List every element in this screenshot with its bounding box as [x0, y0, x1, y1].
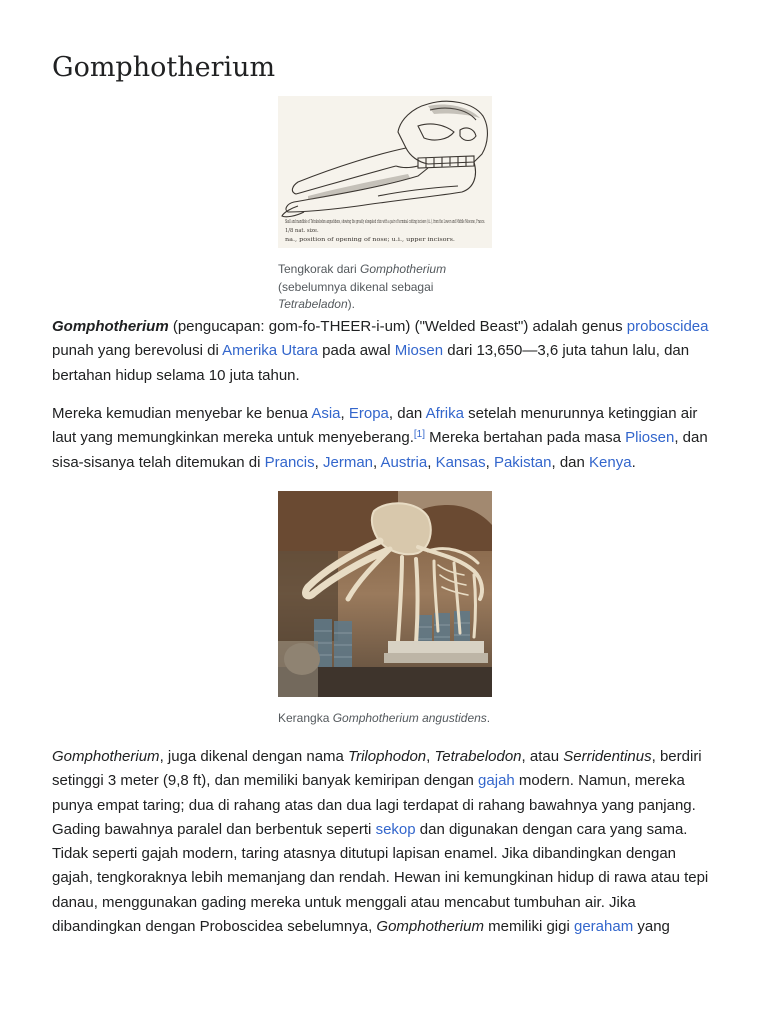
text: , — [373, 453, 381, 471]
text: , atau — [521, 748, 564, 765]
link-sekop[interactable]: sekop — [375, 820, 416, 838]
page-title: Gomphotherium — [52, 52, 276, 83]
term-italic: Tetrabelodon — [434, 748, 522, 765]
text: , — [427, 453, 436, 471]
text: dan digunakan dengan cara yang sama. Tidak seperti gajah modern, taring atasnya ditutupi lapisan enamel. Jika dibandingkan dengan gajah, tengkoraknya lebih memanjang dan rendah. Hewan ini kemungkinan hidup di rawa atau tepi danau, menggunakan gading mereka untuk menggali atau mencabut tumbuhan air. Jika dibandingkan dengan Proboscidea sebelumnya, — [52, 820, 709, 936]
paragraph-distribution — [52, 402, 716, 475]
link-austria[interactable]: Austria — [380, 453, 428, 471]
text: . — [631, 453, 636, 471]
skeleton-photo-icon — [278, 491, 492, 697]
text: , — [485, 453, 494, 471]
link-miosen[interactable]: Miosen — [394, 342, 444, 360]
skull-engraving-image[interactable] — [278, 96, 748, 253]
text: , — [340, 405, 349, 422]
link-eropa[interactable]: Eropa — [348, 405, 389, 422]
plate-caption-line-2: 1/8 nat. size. — [285, 228, 319, 234]
link-jerman[interactable]: Jerman — [322, 453, 374, 471]
text: (pengucapan: gom-fo-THEER-i-um) ("Welded Beast") adalah genus — [168, 318, 627, 335]
text: , dan sisa-sisanya telah ditemukan di — [52, 429, 708, 471]
plate-caption-line-3: na., position of opening of nose; u.i., upper incisors. — [285, 237, 456, 243]
term-italic: Gomphotherium — [52, 748, 160, 765]
link-asia[interactable]: Asia — [311, 405, 341, 422]
text: memiliki gigi — [483, 918, 574, 936]
caption-text: (sebelumnya dikenal sebagai — [278, 279, 434, 294]
caption-text: Tengkorak dari — [278, 262, 361, 276]
text: dari 13,650—3,6 juta tahun lalu, dan bertahan hidup selama 10 juta tahun. — [52, 342, 690, 384]
text: modern. Namun, mereka punya empat taring; dua di rahang atas dan dua lagi terdapat di rahang bawahnya yang panjang. Gading bawahnya paralel dan berbentuk seperti — [52, 772, 696, 838]
text: punah yang berevolusi di — [52, 342, 223, 360]
link-prancis[interactable]: Prancis — [264, 453, 315, 471]
link-geraham[interactable]: geraham — [573, 918, 634, 936]
figure-skull — [278, 96, 748, 314]
caption-italic: Gomphotherium — [360, 262, 447, 276]
skeleton-photo-image[interactable] — [278, 491, 492, 702]
text: , dan — [388, 405, 426, 422]
figure-caption — [278, 710, 492, 728]
text: Mereka bertahan pada masa — [425, 429, 626, 447]
text: Mereka kemudian menyebar ke benua — [52, 405, 312, 422]
link-pakistan[interactable]: Pakistan — [493, 453, 552, 471]
text: setelah menurunnya ketinggian air laut yang memungkinkan mereka untuk menyeberang. — [52, 405, 698, 447]
text: , juga dikenal dengan nama — [159, 748, 349, 765]
link-proboscidea[interactable]: proboscidea — [626, 318, 709, 335]
figure-skeleton — [278, 491, 492, 728]
link-pliosen[interactable]: Pliosen — [625, 429, 675, 447]
caption-text: Kerangka — [278, 711, 333, 725]
text: yang — [633, 918, 670, 936]
text: , — [426, 748, 435, 765]
text: , — [314, 453, 323, 471]
link-gajah[interactable]: gajah — [478, 772, 515, 790]
paragraph-description — [52, 745, 716, 939]
link-kenya[interactable]: Kenya — [589, 453, 632, 471]
caption-italic: Gomphotherium angustidens — [332, 711, 487, 725]
link-kansas[interactable]: Kansas — [435, 453, 486, 471]
plate-caption-line-1: Skull and mandible of Tetrabelodon angustidens, showing the greatly elongated chin with a pair of terminal cutting incisors (i.i.), from the Lower and Middle Miocene, France. — [285, 219, 748, 225]
term-italic: Serridentinus — [563, 748, 652, 765]
paragraph-intro — [52, 315, 716, 388]
text: pada awal — [318, 342, 395, 360]
caption-text: ). — [347, 297, 355, 311]
term-italic: Trilophodon — [348, 748, 427, 765]
skull-engraving-icon — [278, 96, 748, 248]
caption-text: . — [486, 711, 491, 725]
term-bold: Gomphotherium — [52, 318, 169, 335]
link-amerika-utara[interactable]: Amerika Utara — [222, 342, 318, 360]
figure-caption — [278, 261, 492, 314]
reference-link[interactable]: [1] — [413, 429, 425, 441]
text: , dan — [551, 453, 590, 471]
text: , berdiri setinggi 3 meter (9,8 ft), dan memiliki banyak kemiripan dengan — [52, 748, 702, 790]
term-italic: Gomphotherium — [376, 918, 484, 936]
link-afrika[interactable]: Afrika — [425, 405, 464, 422]
caption-italic: Tetrabeladon — [278, 297, 348, 311]
